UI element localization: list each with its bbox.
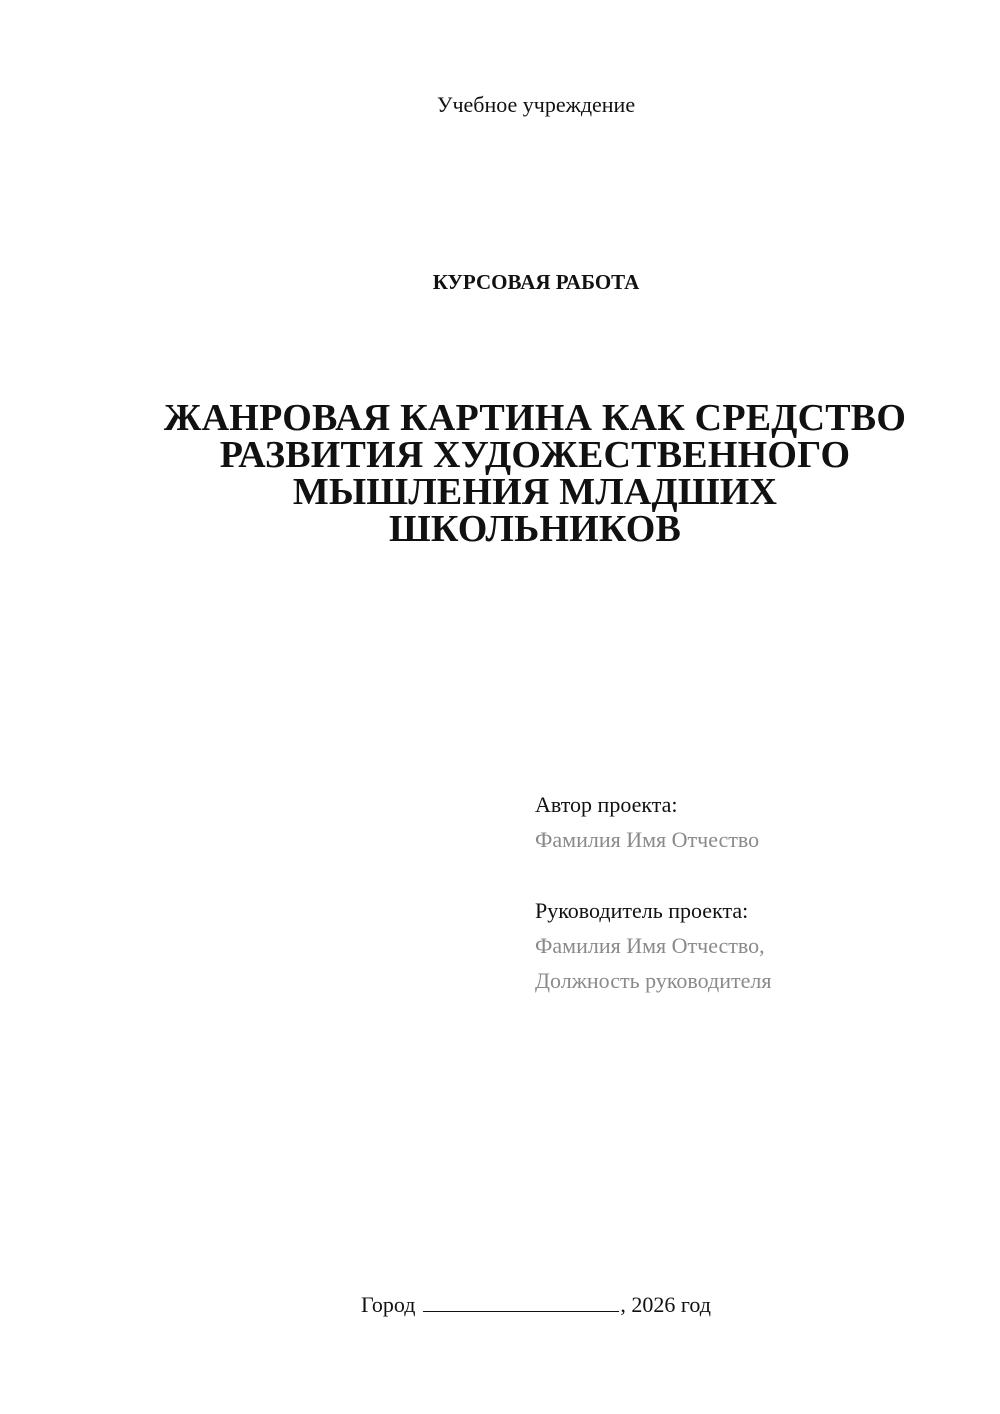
supervisor-label: Руководитель проекта: [535,898,749,923]
title-line: ЖАНРОВАЯ КАРТИНА КАК СРЕДСТВО [163,397,907,439]
title-line: МЫШЛЕНИЯ МЛАДШИХ [292,471,778,513]
year-text: , 2026 год [620,1292,711,1317]
document-type: КУРСОВАЯ РАБОТА [432,270,640,294]
city-label: Город [361,1292,416,1317]
institution-name: Учебное учреждение [436,92,636,117]
work-title [120,397,950,550]
supervisor-name: Фамилия Имя Отчество, [535,933,765,958]
spacer [535,857,975,893]
title-line: ШКОЛЬНИКОВ [388,508,682,550]
supervisor-position: Должность руководителя [535,968,772,993]
author-name: Фамилия Имя Отчество [535,827,760,852]
authorship-block [535,787,975,998]
title-line: РАЗВИТИЯ ХУДОЖЕСТВЕННОГО [219,434,851,476]
city-blank-line [423,1291,619,1312]
city-year-footer [0,1290,1000,1320]
author-label: Автор проекта: [535,792,678,817]
